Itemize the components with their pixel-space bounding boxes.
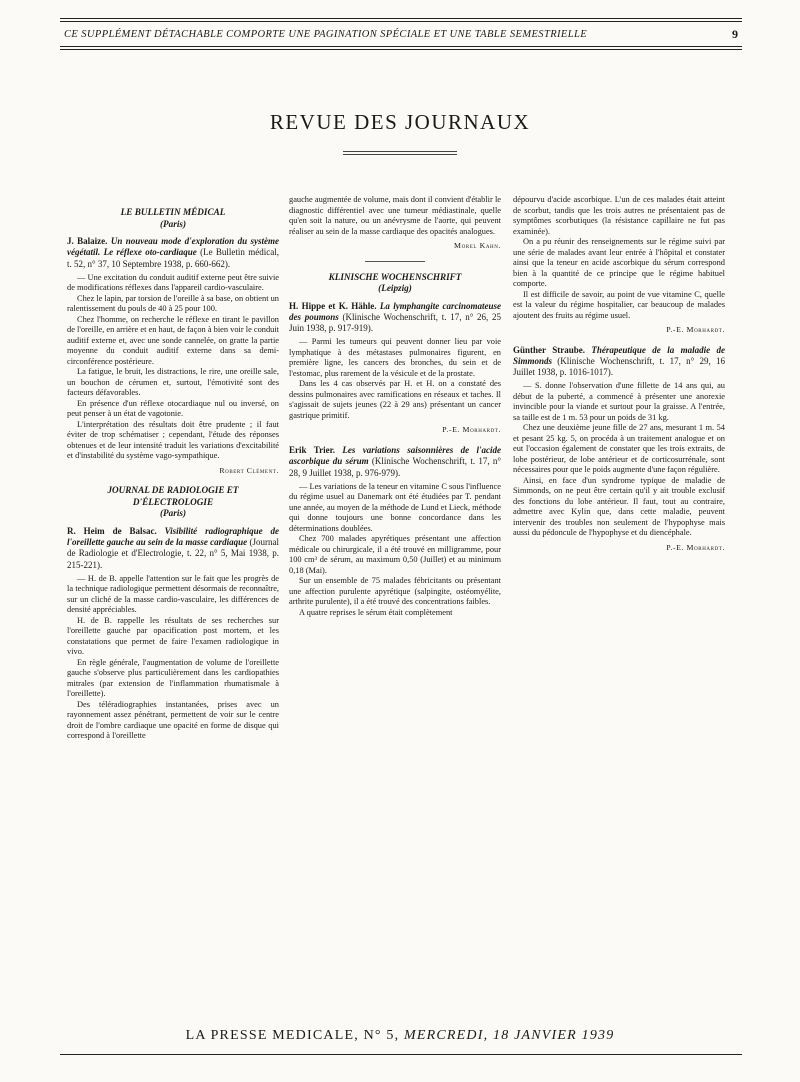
paragraph: En règle générale, l'augmentation de volume de l'oreillette gauche s'observe plus particulièrement dans les cardiopathies mitrales (par extension de l'inflammation rhumatismale à l'oreillette). (67, 657, 279, 699)
signature: P.-E. Morhardt. (666, 542, 725, 552)
journal-name: LE BULLETIN MÉDICAL (120, 207, 226, 217)
separator (365, 261, 425, 262)
article-title: Thérapeutique de la maladie de Simmonds (513, 344, 725, 366)
footer-date: MERCREDI, 18 JANVIER 1939 (404, 1028, 615, 1043)
paragraph: Chez une deuxième jeune fille de 27 ans, mesurant 1 m. 54 et pesant 25 kg. 5, on procéda à un traitement analogue et on eut l'occasion également de constater que les trois extraits, de lobe postérieur, de lobe antérieur et de corticosurrénale, sont nécessaires pour que le poids augmente d'une façon régulière. (513, 423, 725, 475)
article-body (289, 482, 501, 619)
paragraph: L'interprétation des résultats doit être prudente ; il faut éviter de trop schématiser ; cependant, l'étude des réponses obtenues et de leur intensité traduit les variations d'excitabilité et d'instabilité du système vago-sympathique. (67, 419, 279, 461)
paragraph: Chez l'homme, on recherche le réflexe en tirant le pavillon de l'oreille, en arrière et en haut, de façon à bien voir le conduit auditif externe et, avec une sonde cannelée, on gratte la partie moyenne du conduit auditif externe dans sa demi-circonférence postérieure. (67, 314, 279, 366)
article-heading (67, 526, 279, 571)
signature: Robert Clément. (219, 465, 279, 475)
article-authors: J. Balaize. (67, 236, 108, 246)
paragraph: Il est difficile de savoir, au point de vue vitamine C, quelle est la valeur du régime hospitalier, car beaucoup de malades ajoutent des fruits au régime usuel. (513, 289, 725, 320)
page-number: 9 (732, 27, 738, 41)
signature: P.-E. Morhardt. (666, 325, 725, 334)
journal-name: JOURNAL DE RADIOLOGIE ET D'ÉLECTROLOGIE (107, 485, 239, 507)
article-body (289, 337, 501, 421)
paragraph: Chez le lapin, par torsion de l'oreille à sa base, on obtient un ralentissement du pouls de 40 à 25 pour 100. (67, 293, 279, 314)
article-title: Les variations saisonnières de l'acide ascorbique du sérum (289, 445, 502, 467)
paragraph: On a pu réunir des renseignements sur le régime suivi par une série de malades avant leur entrée à l'hôpital et constater ainsi que la teneur en acide ascorbique du sérum correspond bien à la quantité de ce principe que le régime habituel comporte. (513, 237, 725, 288)
paragraph: — Parmi les tumeurs qui peuvent donner lieu par voie lymphatique à des métastases pulmonaires figurent, en première ligne, les cancers des bronches, du sein et de l'estomac, plus rarement de la vésicule et de la prostate. (289, 337, 501, 378)
article-body (289, 195, 501, 237)
article-citation: (Klinische Wochenschrift, t. 17, n° 28, 9 Juillet 1938, p. 976-979). (289, 456, 502, 478)
paragraph: dépourvu d'acide ascorbique. L'un de ces malades était atteint de scorbut, tandis que les trois autres ne présentaient pas de symptômes scorbutiques (la résistance capillaire ne fut pas examinée). (513, 195, 725, 236)
footer-journal: LA PRESSE MEDICALE, N° 5, (185, 1028, 400, 1043)
article-citation: (Klinische Wochenschrift, t. 17, n° 29, 16 Juillet 1938, p. 1016-1017). (513, 355, 726, 378)
article-body (513, 381, 725, 539)
paragraph: La fatigue, le bruit, les distractions, le rire, une oreille sale, un bouchon de cérumen et, surtout, l'émotivité sont des facteurs défavorables. (67, 367, 279, 398)
article-title: Visibilité radiographique de l'oreillette gauche au sein de la masse cardiaque (67, 525, 280, 548)
paragraph: H. de B. rappelle les résultats de ses recherches sur l'oreillette gauche par opacification post mortem, et les constatations que permet de faire l'examen radiologique in vivo. (67, 615, 279, 657)
article-citation: (Le Bulletin médical, t. 52, n° 37, 10 Septembre 1938, p. 660-662). (67, 247, 279, 269)
article-heading (289, 301, 501, 335)
paragraph: En présence d'un réflexe otocardiaque nul ou inversé, on peut penser à un état de vagotonie. (67, 398, 279, 419)
paragraph: — Une excitation du conduit auditif externe peut être suivie de modifications réflexes dans l'appareil cardio-vasculaire. (67, 272, 279, 293)
article-body (513, 195, 725, 321)
page-footer (0, 1028, 800, 1044)
paragraph: — Les variations de la teneur en vitamine C sous l'influence du régime usuel au Danemark ont été étudiées par T. pendant une année, au moyen de la méthode de Lund et Lieck, méthode qui donne toujours une bonne concordance dans les déterminations doublées. (289, 481, 501, 533)
article-body (67, 273, 279, 462)
paragraph: Ainsi, en face d'un syndrome typique de maladie de Simmonds, on ne peut être certain qu'il y ait trouble exclusif des fonctions du lobe antérieur. Il faut, tout au contraire, admettre avec Kylin que, dans cette maladie, peuvent intervenir des troubles non seulement de l'hypophyse mais aussi du pédoncule de l'hypophyse et du diencéphale. (513, 475, 725, 538)
signature: P.-E. Morhardt. (442, 425, 501, 435)
header-bottom-rule (60, 46, 742, 50)
column-3 (513, 195, 725, 563)
article-citation: (Journal de Radiologie et d'Electrologie, t. 22, n° 5, Mai 1938, p. 215-221). (67, 537, 279, 570)
column-1 (67, 205, 279, 742)
paragraph: A quatre reprises le sérum était complètement (299, 607, 453, 617)
article-heading (67, 236, 279, 270)
journal-city: (Paris) (159, 218, 187, 229)
running-header (60, 18, 742, 50)
article-authors: Erik Trier. (289, 445, 335, 456)
article-authors: R. Heim de Balsac. (67, 525, 157, 536)
paragraph: Chez 700 malades apyrétiques présentant une affection médicale ou chirurgicale, il a été trouvé en milligramme, pour 100 cm³ de sérum, au maximum 0,50 (Juillet) et au minimum 0,18 (Mai). (289, 534, 501, 575)
paragraph: Sur un ensemble de 75 malades fébricitants ou présentant une affection purulente apyrétique (salpingite, ostéomyélite, arthrite purulente), il a été trouvé des concentrations faibles. (289, 576, 501, 607)
article-body (67, 574, 279, 742)
section-title: REVUE DES JOURNAUX (269, 110, 531, 134)
article-citation: (Klinische Wochenschrift, t. 17, n° 26, 25 Juin 1938, p. 917-919). (289, 311, 502, 334)
article-heading (289, 445, 501, 479)
article-title: Un nouveau mode d'exploration du système végétatil. Le réflexe oto-cardiaque (67, 236, 279, 258)
footer-rule (60, 1054, 742, 1055)
paragraph: — S. donne l'observation d'une fillette de 14 ans qui, au début de la puberté, a commencé à présenter une anorexie invincible pour la viande et surtout pour la graisse. A l'entrée, sa taille est de 1 m. 53 pour un poids de 31 kg. (513, 381, 725, 422)
paragraph: Dans les 4 cas observés par H. et H. on a constaté des dessins pulmonaires avec ramifications en réseaux et taches. Il s'agissait de sujets jeunes (22 à 29 ans) présentant un cancer gastrique primitif. (289, 379, 501, 420)
column-2 (289, 195, 501, 618)
header-banner: CE SUPPLÉMENT DÉTACHABLE COMPORTE UNE PAGINATION SPÉCIALE ET UNE TABLE SEMESTRIELLE (64, 29, 588, 40)
paragraph: gauche augmentée de volume, mais dont il convient d'établir le diagnostic différentiel avec une tumeur médiastinale, quelle qu'en soit la nature, ou un anévrysme de l'aorte, qui peuvent réaliser au sein de la masse cardiaque des opacités analogues. (289, 195, 501, 236)
title-rule (343, 151, 457, 155)
paragraph: — H. de B. appelle l'attention sur le fait que les progrès de la technique radiologique permettent désormais de reconnaître, sur un cliché de la masse cardio-vasculaire, les différences de densité appréciables. (67, 573, 279, 615)
journal-city: (Paris) (159, 508, 187, 519)
signature: Morel Kahn. (454, 241, 501, 250)
article-authors: Günther Straube. (513, 344, 585, 355)
article-authors: H. Hippe et K. Hähle. (289, 300, 377, 311)
paragraph: Des téléradiographies instantanées, prises avec un rayonnement assez pénétrant, permettent de voir sur le centre droit de l'ombre cardiaque une opacité en forme de disque qui correspond à l'oreillette (67, 699, 279, 741)
journal-name: KLINISCHE WOCHENSCHRIFT (328, 271, 462, 282)
article-title: La lymphangite carcinomateuse des poumons (289, 300, 502, 322)
article-heading (513, 345, 725, 379)
journal-city: (Leipzig) (378, 283, 412, 294)
